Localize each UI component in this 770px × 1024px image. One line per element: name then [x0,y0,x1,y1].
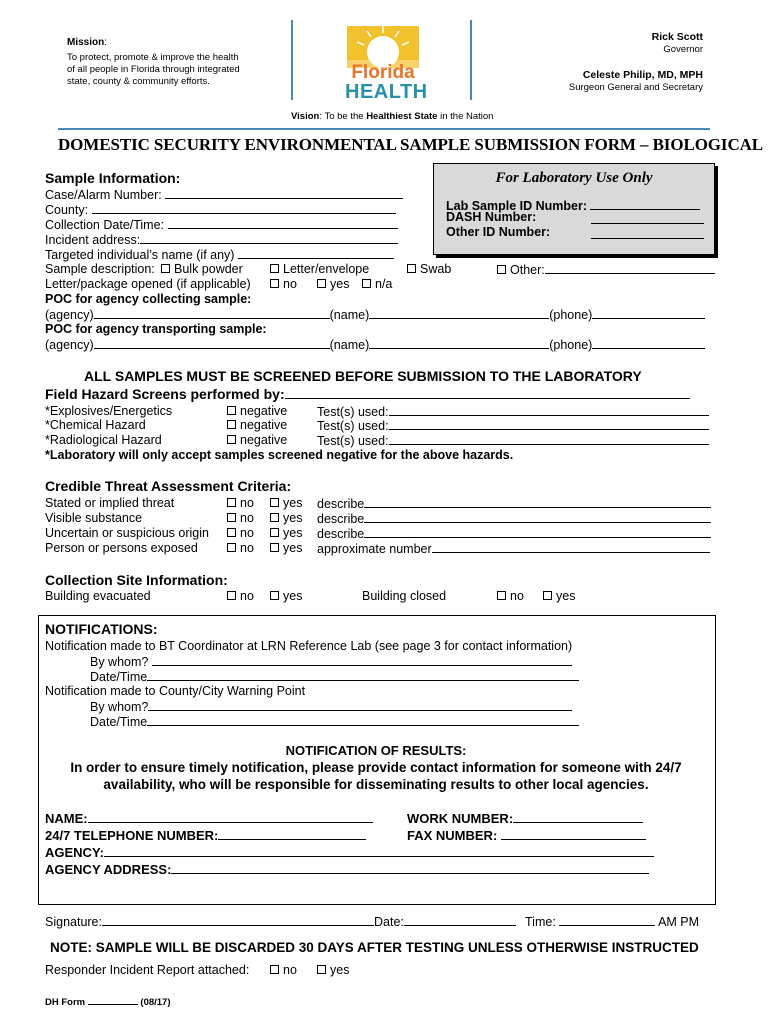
lab-sample-id-row: Lab Sample ID Number: [446,198,700,213]
building-evacuated-label: Building evacuated [45,589,151,603]
time-field[interactable] [559,914,655,926]
surgeon-name: Celeste Philip, MD, MPH [582,69,703,81]
threat-describe-field[interactable] [364,496,711,508]
threat-row-yes[interactable]: yes [270,526,302,540]
threat-row-label: Person or persons exposed [45,541,198,555]
closed-yes-checkbox[interactable] [543,591,552,600]
incident-address-row: Incident address: [45,232,398,247]
work-number-row: WORK NUMBER: [407,811,643,826]
threat-row-no[interactable]: no [227,496,254,510]
bt-datetime-field[interactable] [147,669,579,681]
hazard-row-negative[interactable]: negative [227,418,287,432]
letter-opened-no-checkbox[interactable] [270,279,279,288]
visible-describe-field[interactable] [364,511,711,523]
form-id: DH Form (08/17) [45,997,171,1008]
threat-row-label: Uncertain or suspicious origin [45,526,209,540]
threat-row-detail: describe [317,526,711,541]
time-row: Time: AM PM [525,915,700,929]
closed-yes[interactable]: yes [543,589,575,603]
poc-collecting-agency-field[interactable] [94,307,330,319]
threat-no-checkbox[interactable] [227,498,236,507]
origin-no-checkbox[interactable] [227,528,236,537]
closed-no[interactable]: no [497,589,524,603]
threat-row-no[interactable]: no [227,541,254,555]
closed-no-checkbox[interactable] [497,591,506,600]
governor-title: Governor [663,44,703,55]
contact-name-row: NAME: [45,811,373,826]
responder-report-label: Responder Incident Report attached: [45,963,250,977]
bulk-powder-option[interactable]: Bulk powder [161,262,243,276]
bt-by-whom-row: By whom? [90,654,572,669]
origin-yes-checkbox[interactable] [270,528,279,537]
county-datetime-field[interactable] [147,714,579,726]
other-id-row: Other ID Number: [446,225,551,239]
agency-address-field[interactable] [171,862,649,874]
county-by-whom-row: By whom? [90,699,572,714]
threat-row-no[interactable]: no [227,511,254,525]
county-datetime-row: Date/Time [90,714,579,729]
poc-collecting-row: (agency) (name) (phone) [45,307,705,322]
case-alarm-field[interactable] [165,187,403,199]
explosives-negative-checkbox[interactable] [227,406,236,415]
work-number-field[interactable] [513,811,643,823]
bt-coordinator-line: Notification made to BT Coordinator at LRN Reference Lab (see page 3 for contact information) [45,639,573,653]
lab-use-title: For Laboratory Use Only [495,170,653,186]
results-text-1: In order to ensure timely notification, please provide contact information for someone with 24/7 [70,760,682,775]
exposed-yes-checkbox[interactable] [270,543,279,552]
chemical-negative-checkbox[interactable] [227,420,236,429]
contact-name-field[interactable] [88,811,373,823]
other-checkbox[interactable] [497,265,506,274]
threat-row-label: Visible substance [45,511,143,525]
hazard-row-tests: Test(s) used: [317,418,709,433]
telephone-field[interactable] [218,828,366,840]
collection-site-heading: Collection Site Information: [45,572,228,588]
threat-row-yes[interactable]: yes [270,496,302,510]
lab-use-box [433,163,715,255]
targeted-individual-row: Targeted individual’s name (if any) [45,247,394,262]
visible-yes-checkbox[interactable] [270,513,279,522]
surgeon-title: Surgeon General and Secretary [568,82,703,93]
poc-transporting-agency-field[interactable] [94,337,330,349]
date-row: Date: [374,914,516,929]
letter-opened-na[interactable]: n/a [362,277,392,291]
threat-row-detail: describe [317,511,711,526]
origin-describe-field[interactable] [364,526,711,538]
visible-no-checkbox[interactable] [227,513,236,522]
sample-info-heading: Sample Information: [45,170,181,186]
agency-row: AGENCY: [45,845,654,860]
threat-yes-checkbox[interactable] [270,498,279,507]
case-alarm-row: Case/Alarm Number: [45,187,403,202]
evacuated-yes-checkbox[interactable] [270,591,279,600]
signature-field[interactable] [102,914,374,926]
sample-description-label: Sample description: [45,262,155,276]
florida-health-logo [345,22,428,103]
logo-text-florida: Florida [351,62,415,83]
poc-transporting-phone-field[interactable] [592,337,705,349]
threat-heading: Credible Threat Assessment Criteria: [45,478,292,494]
field-hazard-row: Field Hazard Screens performed by: [45,385,690,402]
dash-number-row: DASH Number: [446,210,537,224]
letter-opened-na-checkbox[interactable] [362,279,371,288]
lab-sample-id-field[interactable] [590,198,700,210]
county-field[interactable] [92,202,396,214]
poc-transporting-heading: POC for agency transporting sample: [45,322,267,336]
dash-number-field[interactable] [591,212,704,224]
header-divider-left [291,20,293,100]
county-warning-line: Notification made to County/City Warning Point [45,684,306,698]
exposed-no-checkbox[interactable] [227,543,236,552]
notifications-heading: NOTIFICATIONS: [45,621,158,637]
mission-block: Mission: [67,37,108,48]
swab-checkbox[interactable] [407,264,416,273]
threat-row-yes[interactable]: yes [270,511,302,525]
agency-field[interactable] [104,845,654,857]
responder-yes[interactable]: yes [317,963,349,977]
mission-title: Mission [67,37,105,48]
date-field[interactable] [404,914,516,926]
building-closed-label: Building closed [362,589,447,603]
responder-no[interactable]: no [270,963,297,977]
bt-datetime-row: Date/Time [90,669,579,684]
threat-row-detail: describe [317,496,711,511]
agency-address-row: AGENCY ADDRESS: [45,862,649,877]
fax-number-row: FAX NUMBER: [407,828,646,843]
letter-opened-yes-checkbox[interactable] [317,279,326,288]
chemical-tests-field[interactable] [389,418,709,430]
form-title: DOMESTIC SECURITY ENVIRONMENTAL SAMPLE SUBMISSION FORM – BIOLOGICAL [58,135,764,154]
other-id-field[interactable] [591,227,704,239]
bulk-powder-checkbox[interactable] [161,264,170,273]
hazard-row-negative[interactable]: negative [227,433,287,447]
threat-row-detail: approximate number [317,541,710,556]
results-title: NOTIFICATION OF RESULTS: [285,743,467,758]
field-hazard-performed-by-field[interactable] [285,385,690,399]
poc-transporting-name-field[interactable] [369,337,549,349]
vision-statement: Vision: To be the Healthiest State in the Nation [291,111,494,122]
header-rule [58,128,710,130]
results-text-2: availability, who will be responsible for disseminating results to other local agencies. [103,777,649,792]
swab-option[interactable]: Swab [407,262,451,276]
poc-collecting-phone-field[interactable] [592,307,705,319]
evacuated-no-checkbox[interactable] [227,591,236,600]
letter-opened-label: Letter/package opened (if applicable) [45,277,251,291]
telephone-row: 24/7 TELEPHONE NUMBER: [45,828,366,843]
radiological-negative-checkbox[interactable] [227,435,236,444]
hazard-row-tests: Test(s) used: [317,404,709,419]
poc-transporting-row: (agency) (name) (phone) [45,337,705,352]
threat-row-no[interactable]: no [227,526,254,540]
evacuated-yes[interactable]: yes [270,589,302,603]
mission-text: To protect, promote & improve the health of all people in Florida through integrated state, county & community efforts. [67,52,240,87]
header-divider-right [470,20,472,100]
hazard-row-label: *Chemical Hazard [45,418,146,432]
threat-row-yes[interactable]: yes [270,541,302,555]
discard-note: NOTE: SAMPLE WILL BE DISCARDED 30 DAYS AFTER TESTING UNLESS OTHERWISE INSTRUCTED [50,940,699,955]
incident-address-field[interactable] [140,232,398,244]
other-option[interactable]: Other: [497,262,715,277]
collection-datetime-row: Collection Date/Time: [45,217,398,232]
collection-datetime-field[interactable] [168,217,398,229]
responder-no-checkbox[interactable] [270,965,279,974]
hazard-row-negative[interactable]: negative [227,404,287,418]
bt-by-whom-field[interactable] [152,654,572,666]
poc-collecting-heading: POC for agency collecting sample: [45,292,252,306]
form-number-field[interactable] [88,995,138,1005]
other-field[interactable] [545,262,715,274]
fax-number-field[interactable] [501,828,646,840]
county-by-whom-field[interactable] [148,699,572,711]
logo-text-health: HEALTH [345,81,428,103]
evacuated-no[interactable]: no [227,589,254,603]
hazard-row-tests: Test(s) used: [317,433,709,448]
radiological-tests-field[interactable] [389,433,709,445]
threat-row-label: Stated or implied threat [45,496,175,510]
governor-name: Rick Scott [651,31,703,43]
targeted-individual-field[interactable] [238,247,394,259]
signature-row: Signature: [45,914,374,929]
letter-envelope-option[interactable]: Letter/envelope [270,262,369,276]
poc-collecting-name-field[interactable] [369,307,549,319]
county-row: County: [45,202,396,217]
approximate-number-field[interactable] [432,541,710,553]
screening-banner: ALL SAMPLES MUST BE SCREENED BEFORE SUBMISSION TO THE LABORATORY [84,368,642,384]
letter-envelope-checkbox[interactable] [270,264,279,273]
hazard-row-label: *Radiological Hazard [45,433,162,447]
letter-opened-no[interactable]: no [270,277,297,291]
responder-yes-checkbox[interactable] [317,965,326,974]
explosives-tests-field[interactable] [389,404,709,416]
hazard-row-label: *Explosives/Energetics [45,404,173,418]
letter-opened-yes[interactable]: yes [317,277,349,291]
screening-note: *Laboratory will only accept samples screened negative for the above hazards. [45,448,514,462]
